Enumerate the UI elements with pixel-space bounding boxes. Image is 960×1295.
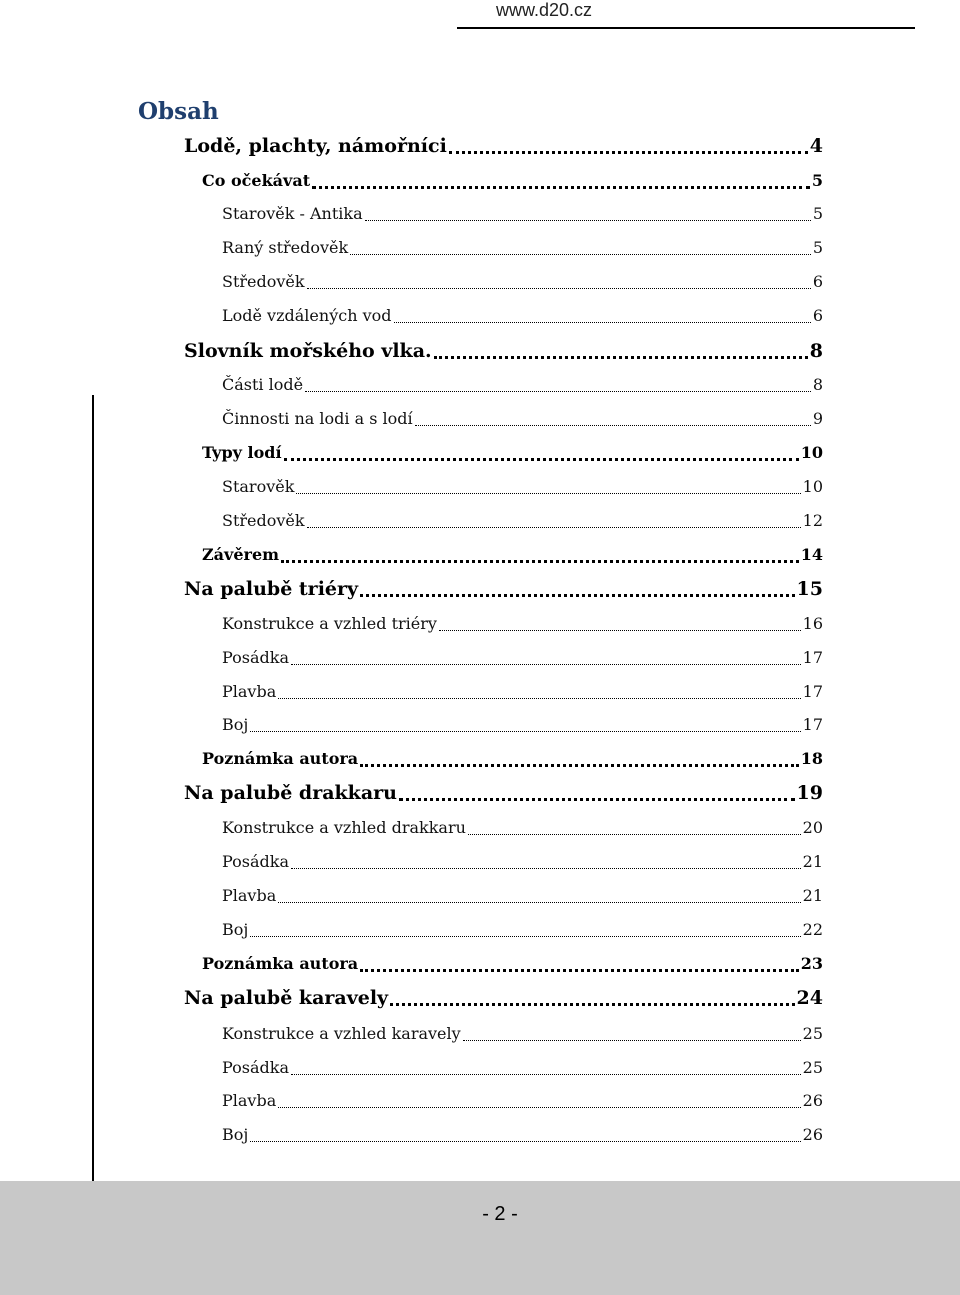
toc-entry-label: Poznámka autora	[202, 749, 359, 768]
toc-entry[interactable]	[202, 950, 823, 978]
toc-entry[interactable]	[202, 541, 823, 569]
toc-entry-page: 5	[812, 238, 823, 257]
toc-leader-dots	[394, 322, 811, 323]
toc-entry-label: Lodě, plachty, námořníci	[184, 135, 447, 157]
toc-leader-dots	[360, 594, 794, 597]
toc-entry-page: 6	[812, 272, 823, 291]
toc-entry-page: 19	[796, 782, 823, 804]
toc-entry[interactable]	[222, 234, 823, 262]
toc-entry-label: Slovník mořského vlka.	[184, 340, 432, 362]
footer-band	[0, 1181, 960, 1295]
toc-entry-page: 26	[802, 1125, 823, 1144]
toc-entry[interactable]	[222, 848, 823, 876]
toc-leader-dots	[365, 220, 811, 221]
toc-entry[interactable]	[222, 678, 823, 706]
toc-entry-page: 4	[809, 135, 823, 157]
toc-leader-dots	[439, 630, 801, 631]
toc-entry-page: 24	[796, 987, 823, 1009]
toc-entry[interactable]	[222, 473, 823, 501]
toc-entry[interactable]	[202, 167, 823, 195]
toc-entry-label: Závěrem	[202, 545, 280, 564]
toc-entry-page: 26	[802, 1091, 823, 1110]
toc-leader-dots	[449, 151, 808, 154]
toc-entry-label: Plavba	[222, 886, 277, 905]
toc-entry-label: Konstrukce a vzhled drakkaru	[222, 818, 466, 837]
toc-entry-page: 25	[802, 1058, 823, 1077]
toc-leader-dots	[291, 868, 801, 869]
toc-entry[interactable]	[202, 439, 823, 467]
toc-title: Obsah	[138, 98, 219, 125]
toc-leader-dots	[278, 902, 800, 903]
toc-entry-label: Plavba	[222, 682, 277, 701]
toc-entry-page: 12	[802, 511, 823, 530]
toc-entry-label: Části lodě	[222, 375, 304, 394]
toc-entry-label: Boj	[222, 920, 249, 939]
toc-leader-dots	[305, 391, 811, 392]
toc-entry-label: Středověk	[222, 272, 305, 291]
toc-entry-page: 22	[802, 920, 823, 939]
toc-entry-label: Typy lodí	[202, 443, 282, 462]
toc-entry-page: 25	[802, 1024, 823, 1043]
toc-entry-page: 16	[802, 614, 823, 633]
toc-entry[interactable]	[222, 1121, 823, 1149]
toc-entry[interactable]	[222, 644, 823, 672]
toc-entry-page: 5	[811, 171, 823, 190]
toc-entry-page: 15	[796, 578, 823, 600]
toc-leader-dots	[350, 254, 811, 255]
toc-leader-dots	[312, 186, 810, 189]
toc-entry-label: Lodě vzdálených vod	[222, 306, 392, 325]
toc-entry-label: Starověk	[222, 477, 295, 496]
toc-entry-page: 5	[812, 204, 823, 223]
toc-entry-page: 17	[802, 648, 823, 667]
toc-entry-label: Konstrukce a vzhled karavely	[222, 1024, 461, 1043]
toc-entry[interactable]	[184, 337, 823, 365]
toc-entry-label: Na palubě triéry	[184, 578, 359, 600]
toc-entry-label: Činnosti na lodi a s lodí	[222, 409, 413, 428]
toc-leader-dots	[291, 664, 801, 665]
toc-entry[interactable]	[184, 984, 823, 1012]
toc-entry[interactable]	[222, 268, 823, 296]
toc-entry-label: Plavba	[222, 1091, 277, 1110]
toc-leader-dots	[399, 798, 795, 801]
toc-entry-page: 10	[802, 477, 823, 496]
toc-entry-page: 21	[802, 852, 823, 871]
toc-entry-page: 8	[809, 340, 823, 362]
toc-leader-dots	[307, 527, 801, 528]
toc-entry-label: Na palubě karavely	[184, 987, 389, 1009]
toc-leader-dots	[281, 560, 799, 563]
toc-leader-dots	[278, 1107, 800, 1108]
page-number: - 2 -	[482, 1203, 518, 1225]
toc-leader-dots	[390, 1003, 794, 1006]
toc-leader-dots	[291, 1074, 801, 1075]
toc-entry-page: 21	[802, 886, 823, 905]
toc-leader-dots	[468, 834, 801, 835]
toc-entry[interactable]	[222, 814, 823, 842]
toc-entry[interactable]	[202, 745, 823, 773]
toc-leader-dots	[296, 493, 800, 494]
toc-entry-label: Posádka	[222, 648, 289, 667]
toc-entry[interactable]	[222, 1054, 823, 1082]
toc-entry-label: Středověk	[222, 511, 305, 530]
toc-entry-label: Posádka	[222, 852, 289, 871]
toc-leader-dots	[278, 698, 800, 699]
toc-entry-page: 14	[800, 545, 823, 564]
toc-leader-dots	[463, 1040, 801, 1041]
toc-entry[interactable]	[184, 132, 823, 160]
toc-leader-dots	[307, 288, 811, 289]
toc-leader-dots	[250, 936, 800, 937]
toc-entry-page: 23	[800, 954, 823, 973]
header-url: www.d20.cz	[495, 0, 592, 20]
toc-leader-dots	[250, 1141, 800, 1142]
toc-entry-label: Na palubě drakkaru	[184, 782, 397, 804]
toc-entry[interactable]	[222, 371, 823, 399]
toc-entry[interactable]	[222, 916, 823, 944]
toc-entry[interactable]	[184, 779, 823, 807]
toc-entry-label: Poznámka autora	[202, 954, 359, 973]
toc-entry[interactable]	[222, 507, 823, 535]
toc-entry[interactable]	[222, 302, 823, 330]
toc-entry[interactable]	[222, 1020, 823, 1048]
toc-leader-dots	[434, 356, 808, 359]
toc-entry[interactable]	[222, 711, 823, 739]
toc-entry-page: 8	[812, 375, 823, 394]
toc-entry[interactable]	[222, 610, 823, 638]
toc-leader-dots	[284, 458, 799, 461]
toc-entry-page: 20	[802, 818, 823, 837]
toc-entry[interactable]	[222, 200, 823, 228]
toc-entry-label: Posádka	[222, 1058, 289, 1077]
toc-entry-label: Boj	[222, 1125, 249, 1144]
toc-entry-page: 6	[812, 306, 823, 325]
toc-entry-page: 10	[800, 443, 823, 462]
toc-leader-dots	[415, 425, 811, 426]
toc-leader-dots	[250, 731, 800, 732]
toc-leader-dots	[360, 969, 799, 972]
toc-entry[interactable]	[222, 1087, 823, 1115]
toc-entry[interactable]	[222, 405, 823, 433]
toc-entry-label: Boj	[222, 715, 249, 734]
toc-entry-label: Raný středověk	[222, 238, 349, 257]
toc-entry-label: Co očekávat	[202, 171, 311, 190]
toc-entry-page: 17	[802, 715, 823, 734]
toc-entry-page: 17	[802, 682, 823, 701]
toc-entry[interactable]	[184, 575, 823, 603]
toc-entry-label: Konstrukce a vzhled triéry	[222, 614, 437, 633]
toc-leader-dots	[360, 764, 799, 767]
toc-entry-label: Starověk - Antika	[222, 204, 363, 223]
toc-entry-page: 18	[800, 749, 823, 768]
toc-entry[interactable]	[222, 882, 823, 910]
toc-entry-page: 9	[812, 409, 823, 428]
